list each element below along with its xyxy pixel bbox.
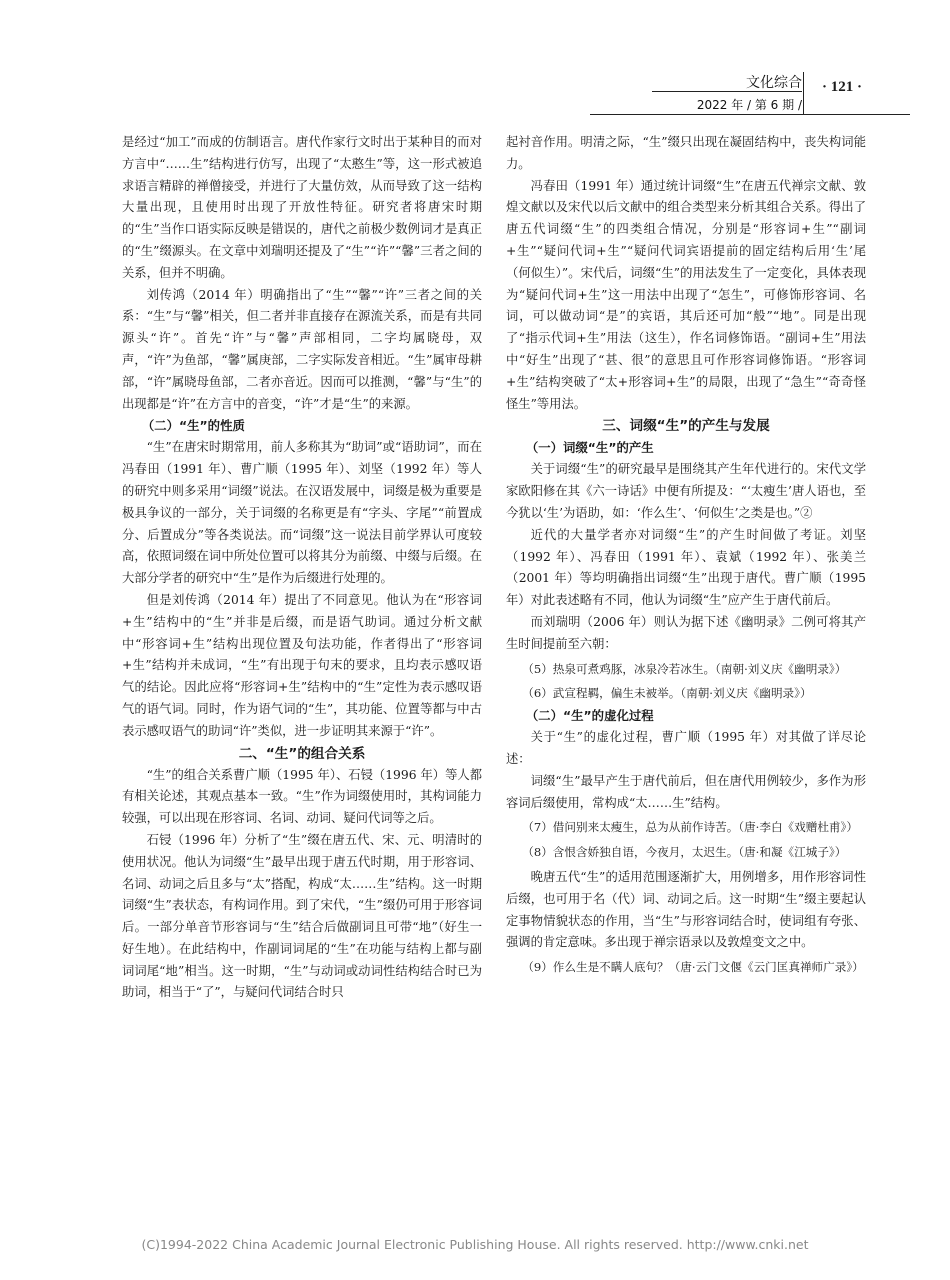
paragraph: 关于词缀“生”的研究最早是围绕其产生年代进行的。宋代文学家欧阳修在其《六一诗话》中便有所提及：“‘太瘦生’唐人语也，至今犹以‘生’为语助，如：‘作么生’、‘何似生’之类是也。”② — [506, 462, 866, 520]
paragraph: 石锓（1996 年）分析了“生”缀在唐五代、宋、元、明清时的使用状况。他认为词缀“生”最早出现于唐五代时期，用于形容词、名词、动词之后且多与“太”搭配，构成“太……生”结构。这一时期词缀“生”表状态，有构词作用。到了宋代，“生”缀仍可用于形容词后。一部分单音节形容词与“生”结合后做副词且可带“地”（好生一好生地）。在此结构中，作副词词尾的“生”在功能与结构上都与副词词尾“地”相当。这一时期，“生”与动词或动词性结构结合时已为助词，相当于“了”，与疑问代词结合时只 — [122, 832, 482, 1000]
left-column — [122, 132, 482, 1004]
paragraph: 而刘瑞明（2006 年）则认为据下述《幽明录》二例可将其产生时间提前至六朝： — [506, 614, 866, 651]
section-heading: 三、词缀“生”的产生与发展 — [602, 418, 770, 435]
paragraph: 刘传鸿（2014 年）明确指出了“生”“馨”“许”三者之间的关系：“生”与“馨”相关，但二者并非直接存在源流关系，而是有共同源头“许”。首先“许”与“馨”声部相同，二字均属晓母，双声，“许”为鱼部，“馨”属庚部，二字实际发音相近。“生”属审母耕部，“许”属晓母鱼部，二者亦音近。因而可以推测，“馨”与“生”的出现都是“许”在方言中的音变，“许”才是“生”的来源。 — [122, 287, 482, 411]
example-quote: （7）借问别来太瘦生，总为从前作诗苦。（唐·李白《戏赠杜甫》） — [522, 820, 858, 835]
paragraph: 是经过“加工”而成的仿制语言。唐代作家行文时出于某种目的而对方言中“……生”结构进行仿写，出现了“太憨生”等，这一形式被追求语言精辟的禅僧接受，并进行了大量仿效，从而导致了这一结构大量出现，且使用时出现了开放性特征。研究者将唐宋时期的“生”当作口语实际反映是错误的，唐代之前极少数例词才是真正的“生”缀源头。在文章中刘瑞明还提及了“生”“许”“馨”三者之间的关系，但并不明确。 — [122, 135, 482, 280]
subsection-heading: （二）“生”的虚化过程 — [525, 708, 654, 724]
subsection-heading: （二）“生”的性质 — [141, 418, 245, 434]
section-title: 文化综合 — [746, 75, 802, 91]
paragraph: 关于“生”的虚化过程，曹广顺（1995 年）对其做了详尽论述： — [506, 730, 866, 766]
page-number: · 121 · — [821, 79, 862, 95]
issue-label: 2022 年 / 第 6 期 / — [696, 98, 802, 112]
paragraph: “生”的组合关系曹广顺（1995 年）、石锓（1996 年）等人都有相关论述，其观点基本一致。“生”作为词缀使用时，其构词能力较强，可以出现在形容词、名词、动词、疑问代词等之后。 — [122, 767, 482, 826]
block-quote: 词缀“生”最早产生于唐代前后，但在唐代用例较少，多作为形容词后缀使用，常构成“太……生”结构。 — [506, 773, 866, 810]
section-heading: 二、“生”的组合关系 — [238, 745, 366, 762]
paragraph: 但是刘传鸿（2014 年）提出了不同意见。他认为在“形容词+生”结构中的“生”并非是后缀，而是语气助词。通过分析文献中“形容词+生”结构出现位置及句法功能，作者得出了“形容词+生”结构并未成词，“生”有出现于句末的要求，且均表示感叹语气的结论。因此应将“形容词+生”结构中的“生”定性为表示感叹语气的语气词。同时，作为语气词的“生”，其功能、位置等都与中古表示感叹语气的助词“许”类似，进一步证明其来源于“许”。 — [122, 592, 482, 738]
copyright-footer: (C)1994-2022 China Academic Journal Electronic Publishing House. All rights reserved. http://www.cnki.net — [141, 1237, 809, 1252]
right-column — [506, 132, 866, 982]
example-quote: （8）含恨含娇独自语，今夜月，太迟生。（唐·和凝《江城子》） — [522, 845, 847, 860]
subsection-heading: （一）词缀“生”的产生 — [525, 440, 654, 456]
paragraph: 起衬音作用。明清之际，“生”缀只出现在凝固结构中，丧失构词能力。 — [506, 135, 866, 171]
paragraph: 冯春田（1991 年）通过统计词缀“生”在唐五代禅宗文献、敦煌文献以及宋代以后文献中的组合类型来分析其组合关系。得出了唐五代词缀“生”的四类组合情况，分别是“形容词+生”“副词+生”“疑问代词+生”“疑问代词宾语提前的固定结构后用‘生’尾（何似生）”。宋代后，词缀“生”的用法发生了一定变化，具体表现为“疑问代词+生”这一用法中出现了“怎生”，可修饰形容词、名词，可以做动词“是”的宾语，其后还可加“般”“地”。同是出现了“指示代词+生”用法（这生），作名词修饰语。“副词+生”用法中“好生”出现了“甚、很”的意思且可作形容词修饰语。“形容词+生”结构突破了“太+形容词+生”的局限，出现了“急生”“奇奇怪怪生”等用法。 — [506, 178, 866, 411]
header-divider — [803, 72, 804, 114]
example-quote: （9）作么生是不瞒人底句？（唐·云门文偃《云门匡真禅师广录》） — [522, 960, 864, 975]
example-quote: （5）热泉可煮鸡豚，冰泉冷若冰生。（南朝·刘义庆《幽明录》） — [522, 661, 847, 676]
example-quote: （6）武宣程羁，偏生未被举。（南朝·刘义庆《幽明录》） — [522, 686, 812, 701]
paragraph: 近代的大量学者亦对词缀“生”的产生时间做了考证。刘坚（1992 年）、冯春田（1991 年）、袁斌（1992 年）、张美兰（2001 年）等均明确指出词缀“生”出现于唐代。曹广顺（1995 年）对此表述略有不同，他认为词缀“生”应产生于唐代前后。 — [506, 527, 866, 608]
header-underline — [590, 114, 910, 115]
page-header — [590, 62, 950, 110]
paragraph: “生”在唐宋时期常用，前人多称其为“助词”或“语助词”，而在冯春田（1991 年）、曹广顺（1995 年）、刘坚（1992 年）等人的研究中则多采用“词缀”说法。在汉语发展中，词缀是极为重要是极具争议的一部分，关于词缀的名称更是有“字头、字尾”“前置成分、后置成分”等各类说法。而“词缀”这一说法目前学界认可度较高，依照词缀在词中所处位置可以将其分为前缀、中缀与后缀。在大部分学者的研究中“生”是作为后缀进行处理的。 — [122, 440, 482, 586]
paragraph: 晚唐五代“生”的适用范围逐渐扩大，用例增多，用作形容词性后缀，也可用于名（代）词、动词之后。这一时期“生”缀主要起认定事物情貌状态的作用，当“生”与形容词结合时，使词组有夸张、强调的肯定意味。多出现于禅宗语录以及敦煌变文之中。 — [506, 869, 866, 950]
header-rule — [652, 91, 802, 92]
